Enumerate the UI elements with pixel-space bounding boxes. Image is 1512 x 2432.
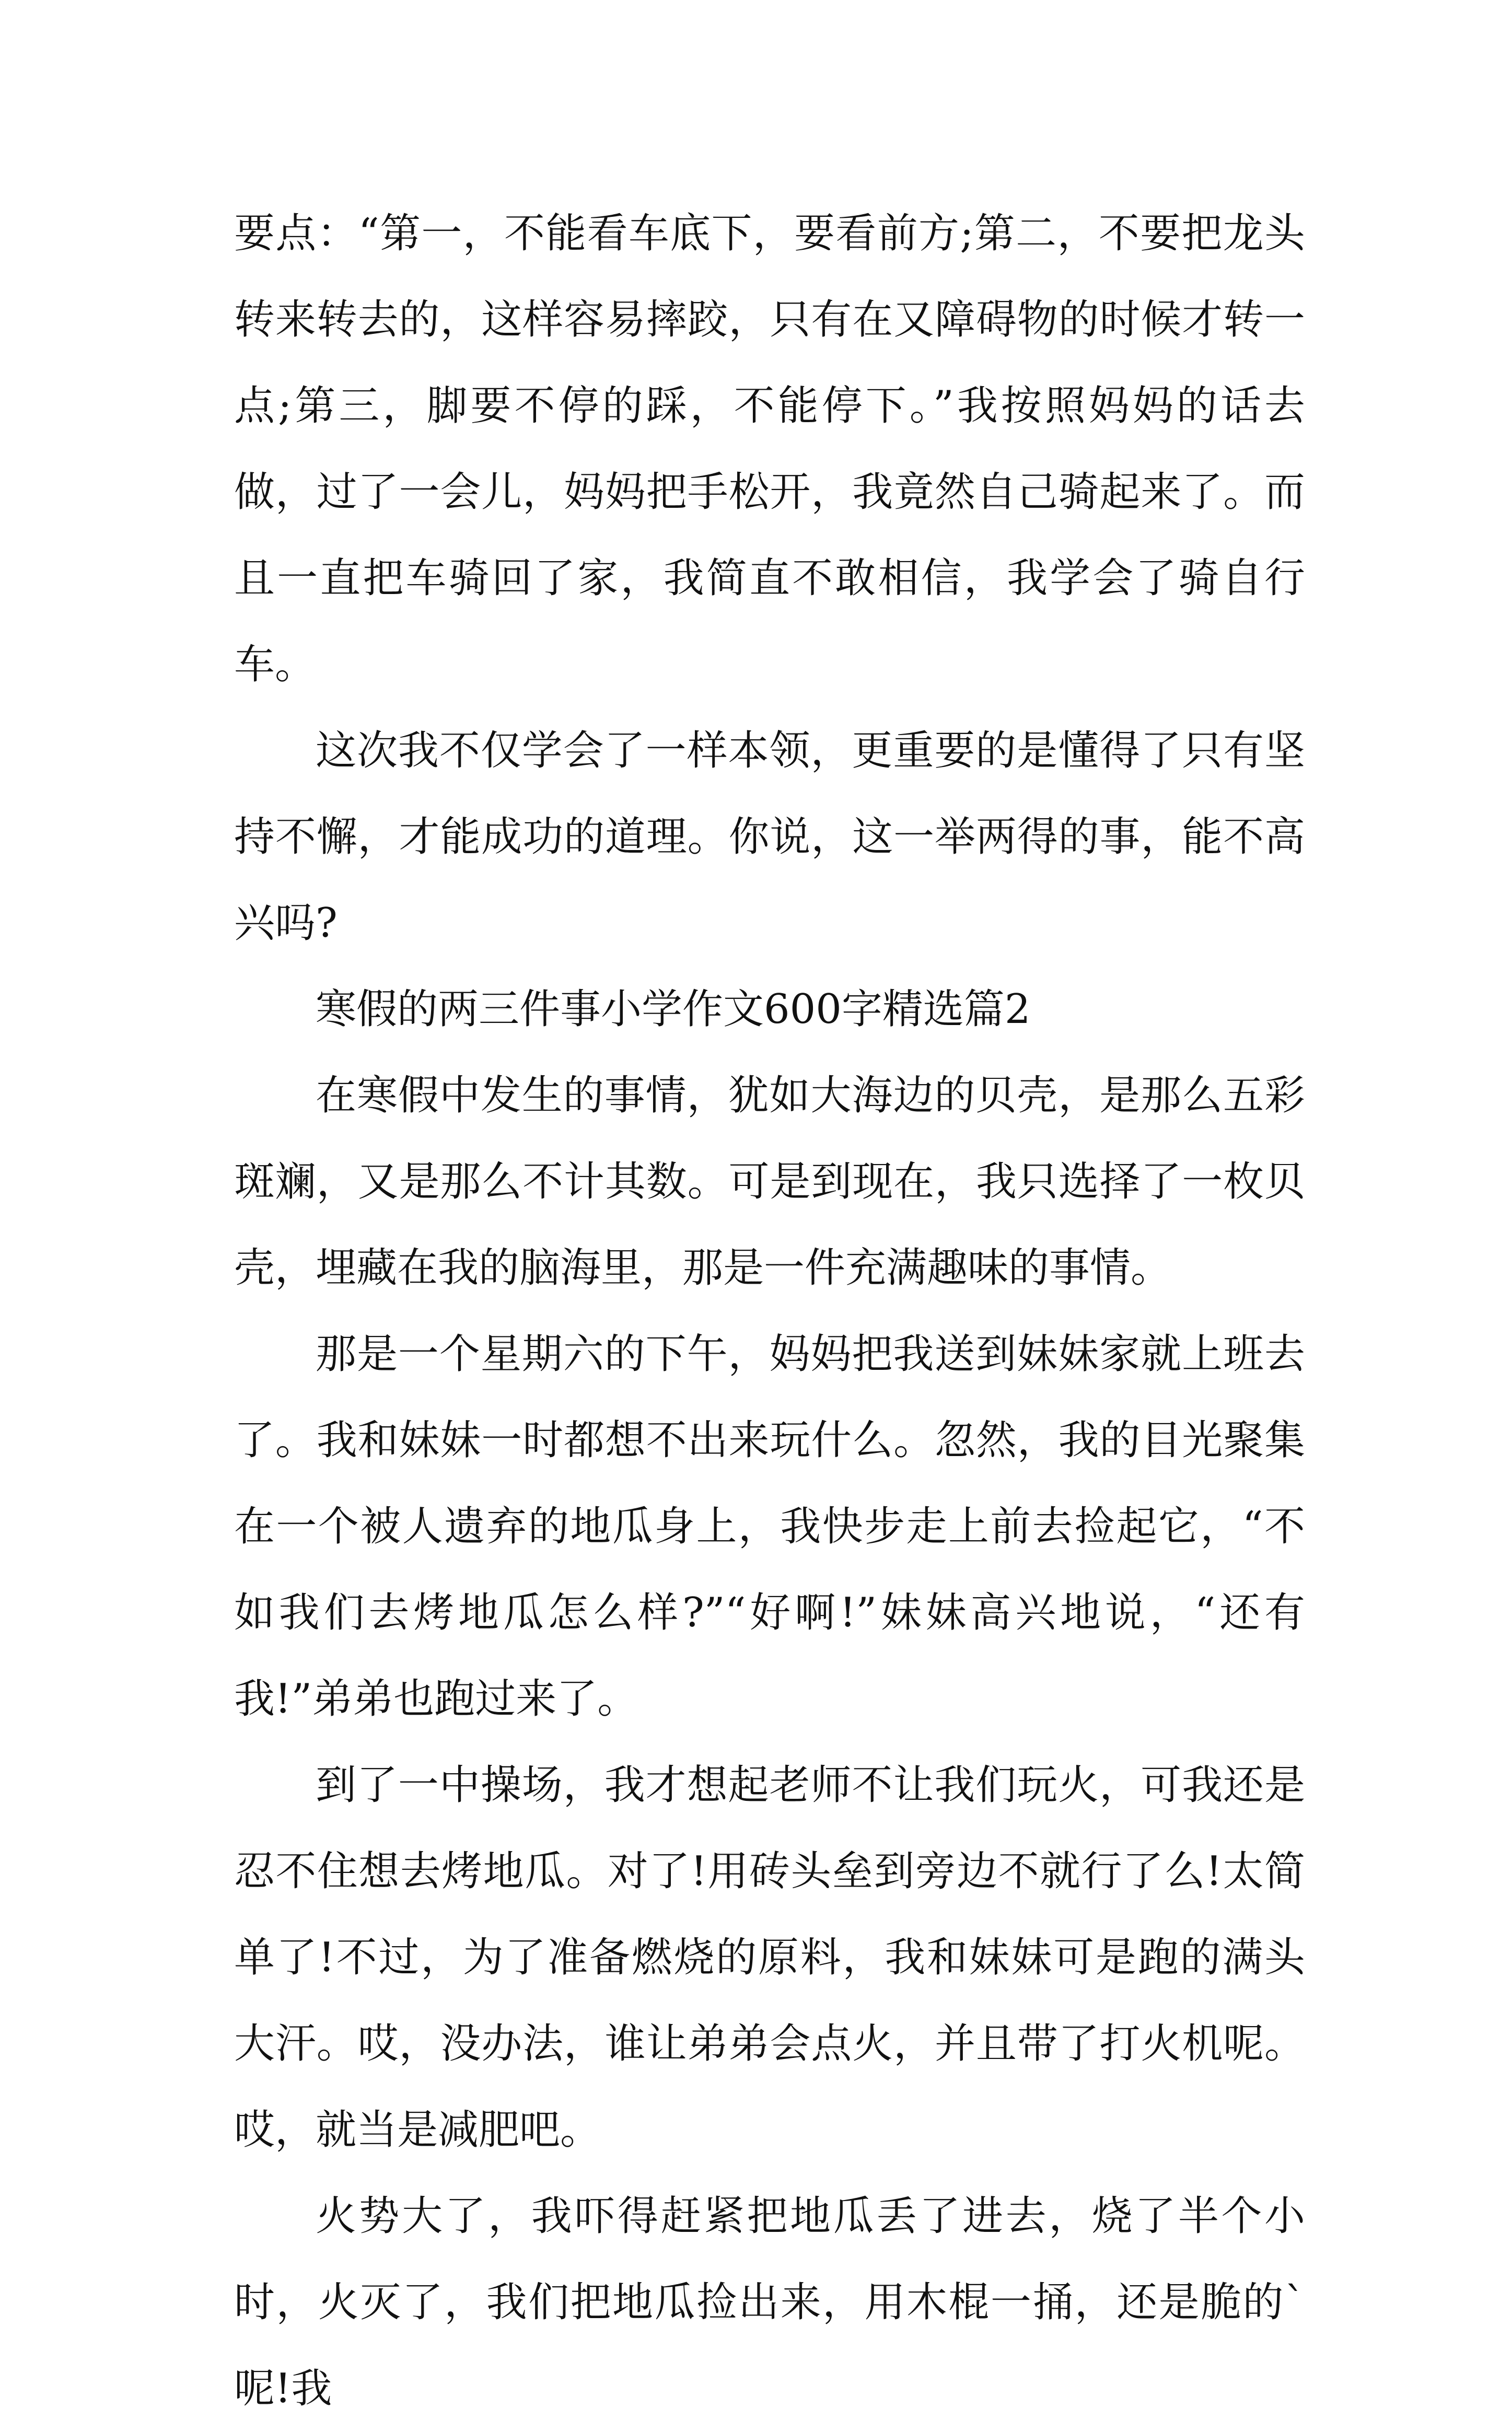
essay-body (234, 191, 1305, 2432)
paragraph-continued: 要点：“第一，不能看车底下，要看前方;第二，不要把龙头转来转去的，这样容易摔跤，只有在又障碍物的时候才转一点;第三，脚要不停的踩，不能停下。”我按照妈妈的话去做，过了一会儿，妈妈把手松开，我竟然自己骑起来了。而且一直把车骑回了家，我简直不敢相信，我学会了骑自行车。 (234, 210, 1305, 688)
paragraph: 那是一个星期六的下午，妈妈把我送到妹妹家就上班去了。我和妹妹一时都想不出来玩什么。忽然，我的目光聚集在一个被人遗弃的地瓜身上，我快步走上前去捡起它，“不如我们去烤地瓜怎么样?”“好啊!”妹妹高兴地说，“还有我!”弟弟也跑过来了。 (234, 1331, 1305, 1723)
paragraph: 这次我不仅学会了一样本领，更重要的是懂得了只有坚持不懈，才能成功的道理。你说，这一举两得的事，能不高兴吗? (234, 727, 1305, 947)
paragraph: 到了一中操场，我才想起老师不让我们玩火，可我还是忍不住想去烤地瓜。对了!用砖头垒到旁边不就行了么!太简单了!不过，为了准备燃烧的原料，我和妹妹可是跑的满头大汗。哎，没办法，谁让弟弟会点火，并且带了打火机呢。哎，就当是减肥吧。 (234, 1762, 1305, 2154)
section-heading: 寒假的两三件事小学作文600字精选篇2 (316, 986, 1031, 1033)
paragraph: 在寒假中发生的事情，犹如大海边的贝壳，是那么五彩斑斓，又是那么不计其数。可是到现在，我只选择了一枚贝壳，埋藏在我的脑海里，那是一件充满趣味的事情。 (234, 1072, 1305, 1291)
paragraph: 火势大了，我吓得赶紧把地瓜丢了进去，烧了半个小时，火灭了，我们把地瓜捡出来，用木棍一捅，还是脆的`呢!我 (234, 2193, 1305, 2412)
